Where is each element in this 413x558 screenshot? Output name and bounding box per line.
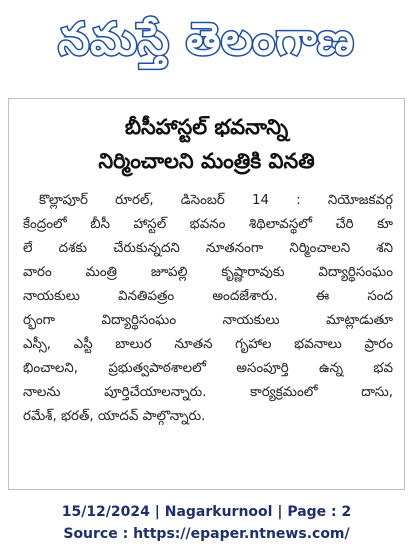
article-line: భించాలని, ప్రభుత్వపాఠశాలలో అసంపూర్తి ఉన్న భవ [23,361,393,376]
masthead-title: నమస్తే తెలంగాణ [58,14,355,65]
article-line: ర్భంగా విద్యార్థిసంఘం నాయకులు మాట్లాడుతూ [23,313,393,328]
headline-line-1: బీసీహాస్టల్ భవనాన్ని [124,115,289,139]
article-line: నాయకులు వినతిపత్రం అందజేశారు. ఈ సంద [23,289,393,304]
headline-line-2: నిర్మించాలని మంత్రికి వినతి [98,149,315,173]
article-line: నాలను పూర్తిచేయాలన్నారు. కార్యక్రమంలో దాసు, [23,385,393,400]
article-line: కేంద్రంలో బీసీ హాస్టల్ భవనం శిథిలావస్థలో చేరి కూ [23,217,393,232]
article-line: కొల్లాపూర్ రూరల్, డిసెంబర్ 14 : నియోజకవర్గ [39,193,393,208]
article-body [23,189,393,429]
article-line: ఎస్సీ, ఎస్టీ బాలుర నూతన గృహాల భవనాలు ప్రారం [23,337,393,352]
edition-info: 15/12/2024 | Nagarkurnool | Page : 2 [61,504,352,520]
source-url: Source : https://epaper.ntnews.com/ [63,526,350,542]
article-line: లే దశకు చేరుకున్నదని నూతనంగా నిర్మించాలని శని [23,241,393,256]
article-line: వారం మంత్రి జూపల్లి కృష్ణారావుకు విద్యార్థిసంఘం [23,265,393,280]
newspaper-masthead [8,6,405,74]
news-clipping [8,98,405,490]
article-line: రమేశ్, భరత్, యాదవ్ పాల్గొన్నారు. [23,409,206,424]
